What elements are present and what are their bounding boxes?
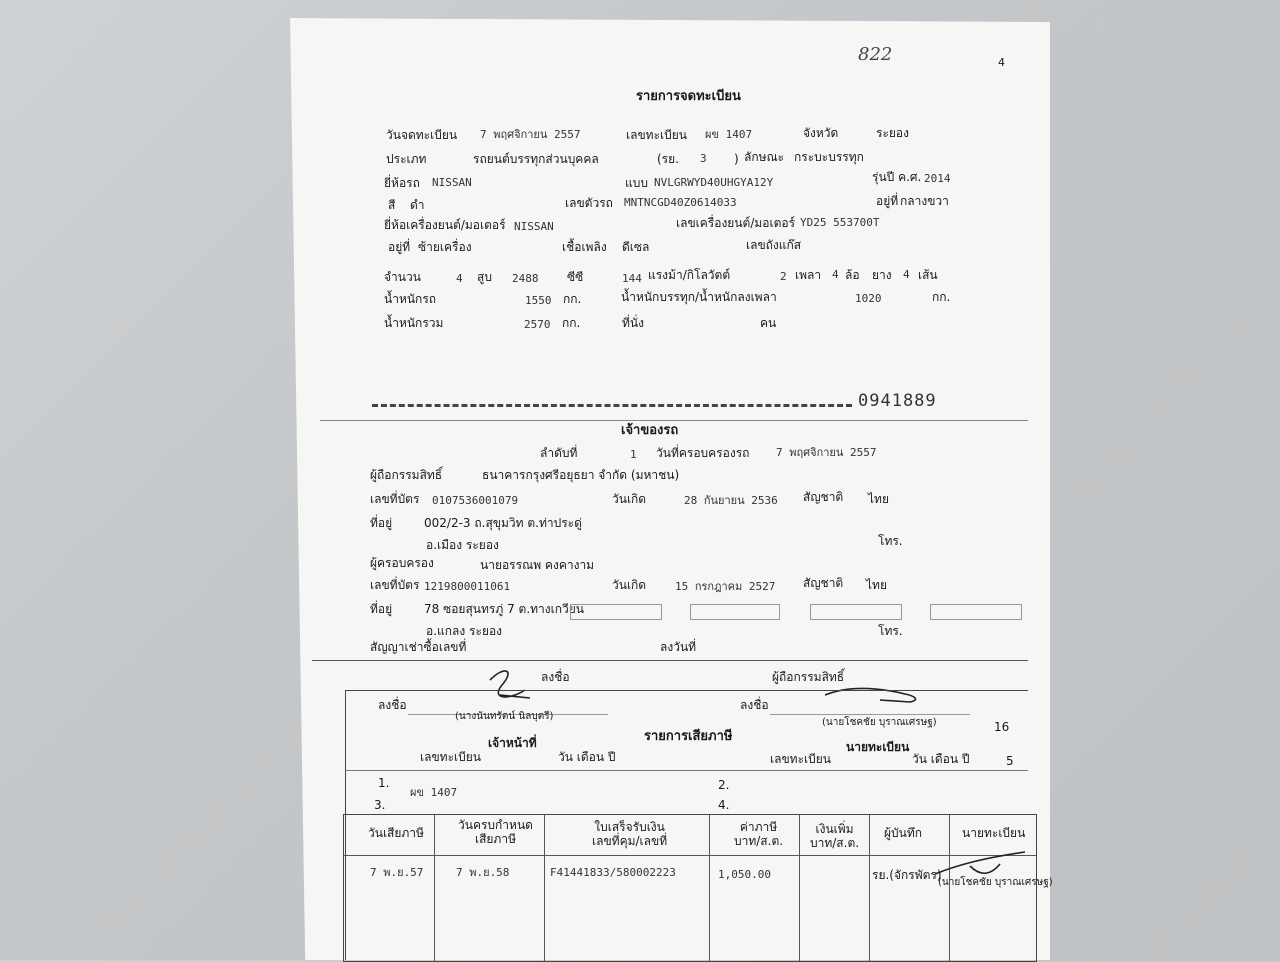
- lease-label: สัญญาเช่าซื้อเลขที่: [370, 640, 467, 654]
- col-recorder-header: ผู้บันทึก: [884, 826, 923, 840]
- tax-list-2: 2.: [718, 778, 730, 792]
- tax-date-col-right: วัน เดือน ปี: [912, 752, 970, 766]
- holder-address2: อ.เมือง ระยอง: [426, 538, 499, 552]
- possessor-address1: 78 ซอยสุนทรภู่ 7 ต.ทางเกวียน: [424, 602, 584, 616]
- type-code-prefix: (รย.: [657, 152, 679, 166]
- position-label: อยู่ที่: [876, 194, 899, 208]
- officer-title: เจ้าหน้าที่: [488, 736, 537, 750]
- total-weight-value: 2570: [524, 318, 551, 331]
- divider: [320, 420, 1028, 421]
- col-registrar-header: นายทะเบียน: [962, 826, 1026, 840]
- style-label: ลักษณะ: [744, 150, 785, 164]
- engine-pos-value: ซ้ายเครื่อง: [418, 240, 472, 254]
- axle-label: เพลา: [795, 268, 822, 282]
- page-side-number: 4: [998, 56, 1005, 69]
- side-number-16: 16: [994, 720, 1010, 734]
- possessor-birth-label: วันเกิด: [612, 578, 647, 592]
- chassis-label: เลขตัวรถ: [565, 196, 613, 210]
- total-weight-kg: กก.: [562, 316, 581, 330]
- tax-registrar-signature: [930, 846, 1030, 882]
- province-label: จังหวัด: [803, 126, 839, 140]
- hp-value: 144: [622, 272, 642, 285]
- tire-label: ยาง: [872, 268, 892, 282]
- holder-nationality: ไทย: [868, 492, 889, 506]
- col-divider: [869, 815, 870, 961]
- tax-list-4: 4.: [718, 798, 730, 812]
- officer-signature: [480, 660, 540, 706]
- possessor-id: 1219800011061: [424, 580, 511, 593]
- col-divider: [434, 815, 435, 961]
- tax-list-plate: ผข 1407: [410, 786, 458, 799]
- lease-date-label: ลงวันที่: [660, 640, 697, 654]
- tires-value: 4: [903, 268, 910, 281]
- brand-value: NISSAN: [432, 176, 472, 189]
- type-code: 3: [700, 152, 707, 165]
- blank-box: [690, 604, 780, 620]
- seats-label: ที่นั่ง: [622, 316, 644, 330]
- page-number: 822: [858, 44, 893, 65]
- cyl-count-label: จำนวน: [384, 270, 421, 284]
- cyl-label: สูบ: [477, 270, 492, 284]
- tire-unit: เส้น: [918, 268, 938, 282]
- reg-date-label: วันจดทะเบียน: [386, 128, 458, 142]
- plate-value: ผข 1407: [705, 128, 753, 141]
- holder-birth: 28 กันยายน 2536: [684, 494, 778, 507]
- tax-receipt: F41441833/580002223: [550, 866, 676, 879]
- weight-value: 1550: [525, 294, 552, 307]
- type-code-suffix: ): [734, 152, 739, 166]
- tax-recorder: รย.(จักรพัตร): [872, 868, 942, 882]
- tax-heading: รายการเสียภาษี: [644, 729, 733, 744]
- col-divider: [799, 815, 800, 961]
- order-label: ลำดับที่: [540, 446, 578, 460]
- doc-title: รายการจดทะเบียน: [636, 89, 741, 104]
- model-value: NVLGRWYD40UHGYA12Y: [654, 176, 774, 189]
- registrar-signature: [820, 680, 930, 710]
- holder-nationality-label: สัญชาติ: [803, 490, 844, 504]
- registrar-name: (นายโชคชัย บุราณเศรษฐ): [822, 717, 937, 728]
- side-number-5: 5: [1006, 754, 1014, 768]
- gas-tank-label: เลขถังแก๊ส: [746, 238, 802, 252]
- fuel-label: เชื้อเพลิง: [562, 240, 607, 254]
- registrar-title: นายทะเบียน: [846, 740, 910, 754]
- col-divider: [544, 815, 545, 961]
- tax-list-3: 3.: [374, 798, 386, 812]
- order-value: 1: [630, 448, 637, 461]
- style-value: กระบะบรรทุก: [794, 150, 864, 164]
- possessor-address-label: ที่อยู่: [370, 602, 393, 616]
- officer-sign-label: ลงชื่อ: [378, 698, 407, 712]
- tax-list-1: 1.: [378, 776, 390, 790]
- col-receipt-header: ใบเสร็จรับเงิน เลขที่คุม/เลขที่: [592, 820, 668, 848]
- owner-heading: เจ้าของรถ: [621, 423, 679, 438]
- possession-date-label: วันที่ครอบครองรถ: [656, 446, 750, 460]
- registrar-sign-label: ลงชื่อ: [740, 698, 769, 712]
- model-year-label: รุ่นปี ค.ศ.: [872, 170, 922, 184]
- load-kg: กก.: [932, 290, 951, 304]
- possessor-nationality: ไทย: [866, 578, 887, 592]
- type-label: ประเภท: [386, 152, 427, 166]
- wheel-label: ล้อ: [845, 268, 860, 282]
- blank-box: [810, 604, 902, 620]
- serial-number: 0941889: [858, 391, 937, 411]
- officer-name: (นางนันทรัตน์ นิลบุตรี): [455, 711, 554, 722]
- load-label: น้ำหนักบรรทุก/น้ำหนักลงเพลา: [621, 290, 777, 304]
- blank-box: [570, 604, 662, 620]
- tax-date-col-left: วัน เดือน ปี: [558, 750, 616, 764]
- blank-box: [930, 604, 1022, 620]
- col-surcharge-header: เงินเพิ่ม บาท/ส.ต.: [810, 822, 860, 850]
- load-value: 1020: [855, 292, 882, 305]
- reg-date: 7 พฤศจิกายน 2557: [480, 128, 581, 141]
- divider: [345, 770, 1028, 771]
- fuel-value: ดีเซล: [622, 240, 650, 254]
- redacted-strip: [372, 404, 852, 407]
- cyl-count: 4: [456, 272, 463, 285]
- cc-value: 2488: [512, 272, 539, 285]
- holder-sig-label: ผู้ถือกรรมสิทธิ์: [772, 670, 845, 684]
- col-due-header: วันครบกำหนด เสียภาษี: [458, 818, 533, 846]
- engine-no-value: YD25 553700T: [800, 216, 880, 229]
- brand-label: ยี่ห้อรถ: [384, 176, 420, 190]
- type-value: รถยนต์บรรทุกส่วนบุคคล: [473, 152, 599, 166]
- tax-plate-col-left: เลขทะเบียน: [420, 750, 481, 764]
- tax-amount: 1,050.00: [718, 868, 771, 881]
- holder-address1: 002/2-3 ถ.สุขุมวิท ต.ท่าประดู่: [424, 516, 582, 530]
- sign-line: [770, 714, 970, 715]
- col-divider: [709, 815, 710, 961]
- tax-due: 7 พ.ย.58: [456, 866, 510, 879]
- holder-address-label: ที่อยู่: [370, 516, 393, 530]
- holder-id-label: เลขที่บัตร: [370, 492, 420, 506]
- holder-sign-label: ลงชื่อ: [541, 670, 570, 684]
- total-weight-label: น้ำหนักรวม: [384, 316, 444, 330]
- model-year: 2014: [924, 172, 951, 185]
- seats-unit: คน: [760, 316, 777, 330]
- model-label: แบบ: [625, 176, 648, 190]
- color-label: สี: [388, 198, 396, 212]
- holder-label: ผู้ถือกรรมสิทธิ์: [370, 468, 443, 482]
- position-value: กลางขวา: [900, 194, 949, 208]
- chassis-value: MNTNCGD40Z0614033: [624, 196, 737, 209]
- possessor-birth: 15 กรกฎาคม 2527: [675, 580, 776, 593]
- divider: [312, 660, 1028, 661]
- holder-birth-label: วันเกิด: [612, 492, 647, 506]
- engine-pos-label: อยู่ที่: [388, 240, 411, 254]
- col-paid-header: วันเสียภาษี: [368, 826, 424, 840]
- possessor-phone-label: โทร.: [878, 624, 903, 638]
- engine-brand-label: ยี่ห้อเครื่องยนต์/มอเตอร์: [384, 218, 506, 232]
- province-value: ระยอง: [876, 126, 909, 140]
- weight-label: น้ำหนักรถ: [384, 292, 437, 306]
- possession-date: 7 พฤศจิกายน 2557: [776, 446, 877, 459]
- plate-label: เลขทะเบียน: [626, 128, 687, 142]
- possessor-id-label: เลขที่บัตร: [370, 578, 420, 592]
- holder-id: 0107536001079: [432, 494, 519, 507]
- col-amount-header: ค่าภาษี บาท/ส.ต.: [734, 820, 784, 848]
- wheels-value: 4: [832, 268, 839, 281]
- holder-phone-label: โทร.: [878, 534, 903, 548]
- color-value: ดำ: [410, 198, 425, 212]
- tax-plate-col-right: เลขทะเบียน: [770, 752, 831, 766]
- possessor-value: นายอรรณพ คงคางาม: [480, 558, 595, 572]
- tax-table: [343, 814, 1037, 962]
- possessor-address2: อ.แกลง ระยอง: [426, 624, 503, 638]
- axles-value: 2: [780, 270, 787, 283]
- engine-no-label: เลขเครื่องยนต์/มอเตอร์: [676, 216, 796, 230]
- possessor-nationality-label: สัญชาติ: [803, 576, 844, 590]
- possessor-label: ผู้ครอบครอง: [370, 556, 434, 570]
- tax-frame-top: [345, 690, 1028, 691]
- holder-value: ธนาคารกรุงศรีอยุธยา จำกัด (มหาชน): [482, 468, 680, 482]
- hp-label: แรงม้า/กิโลวัตต์: [648, 268, 731, 282]
- tax-paid: 7 พ.ย.57: [370, 866, 424, 879]
- tax-registrar: (นายโชคชัย บุราณเศรษฐ): [938, 877, 1053, 888]
- engine-brand-value: NISSAN: [514, 220, 554, 233]
- weight-kg: กก.: [563, 292, 582, 306]
- cc-label: ซีซี: [567, 270, 584, 284]
